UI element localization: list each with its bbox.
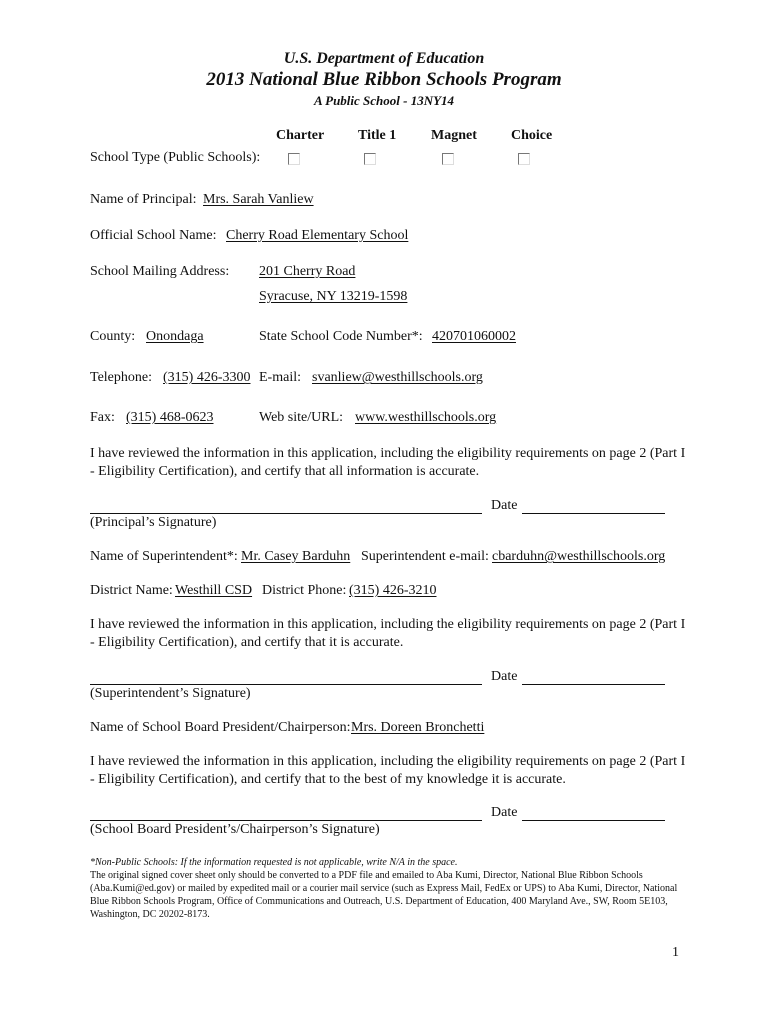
school-type-label: School Type (Public Schools): [90, 150, 261, 165]
superintendent-signature-caption: (Superintendent’s Signature) [90, 686, 251, 701]
certify1-line2: - Eligibility Certification), and certify that all information is accurate. [90, 464, 480, 479]
date-label: Date [491, 805, 518, 820]
school-subtitle: A Public School - 13NY14 [313, 93, 455, 108]
title1-checkbox[interactable] [364, 153, 376, 165]
district-name-value: Westhill CSD [175, 583, 253, 598]
magnet-checkbox[interactable] [442, 153, 454, 165]
board-date-line[interactable] [522, 820, 665, 821]
website-value: www.westhillschools.org [355, 410, 497, 425]
certify1-line1: I have reviewed the information in this application, including the eligibility requirements on page 2 (Part I [90, 446, 686, 461]
principal-signature-caption: (Principal’s Signature) [90, 515, 217, 530]
charter-checkbox[interactable] [288, 153, 300, 165]
board-signature-line[interactable] [90, 820, 482, 821]
superintendent-label: Name of Superintendent*: [90, 549, 238, 564]
date-label: Date [491, 498, 518, 513]
option-label-magnet: Magnet [431, 128, 477, 143]
district-name-label: District Name: [90, 583, 173, 598]
school-name-value: Cherry Road Elementary School [226, 228, 409, 243]
footnote: *Non-Public Schools: If the information requested is not applicable, write N/A in the space. [90, 857, 458, 868]
district-phone-value: (315) 426-3210 [349, 583, 437, 598]
fax-value: (315) 468-0623 [126, 410, 214, 425]
program-title: 2013 National Blue Ribbon Schools Program [206, 69, 562, 90]
fax-label: Fax: [90, 410, 115, 425]
email-value: svanliew@westhillschools.org [312, 370, 483, 385]
county-value: Onondaga [146, 329, 204, 344]
principal-label: Name of Principal: [90, 192, 197, 207]
superintendent-signature-line[interactable] [90, 684, 482, 685]
telephone-label: Telephone: [90, 370, 152, 385]
board-president-label: Name of School Board President/Chairperson: [90, 720, 351, 735]
address-line1: 201 Cherry Road [259, 264, 356, 279]
website-label: Web site/URL: [259, 410, 344, 425]
option-label-charter: Charter [276, 128, 325, 143]
date-label: Date [491, 669, 518, 684]
certify3-line1: I have reviewed the information in this application, including the eligibility requirements on page 2 (Part I [90, 754, 686, 769]
superintendent-value: Mr. Casey Barduhn [241, 549, 351, 564]
school-name-label: Official School Name: [90, 228, 217, 243]
principal-signature-line[interactable] [90, 513, 482, 514]
email-label: E-mail: [259, 370, 301, 385]
principal-value: Mrs. Sarah Vanliew [203, 192, 314, 207]
superintendent-date-line[interactable] [522, 684, 665, 685]
certify2-line2: - Eligibility Certification), and certify that it is accurate. [90, 635, 404, 650]
state-code-value: 420701060002 [432, 329, 516, 344]
telephone-value: (315) 426-3300 [163, 370, 251, 385]
board-signature-caption: (School Board President’s/Chairperson’s Signature) [90, 822, 380, 837]
option-label-choice: Choice [511, 128, 553, 143]
choice-checkbox[interactable] [518, 153, 530, 165]
superintendent-email-label: Superintendent e-mail: [361, 549, 489, 564]
state-code-label: State School Code Number*: [259, 329, 423, 344]
address-label: School Mailing Address: [90, 264, 230, 279]
certify3-line2: - Eligibility Certification), and certify that to the best of my knowledge it is accurate. [90, 772, 566, 787]
district-phone-label: District Phone: [262, 583, 347, 598]
page-number: 1 [672, 945, 679, 960]
department-title: U.S. Department of Education [283, 50, 485, 67]
superintendent-email-value: cbarduhn@westhillschools.org [492, 549, 666, 564]
county-label: County: [90, 329, 136, 344]
principal-date-line[interactable] [522, 513, 665, 514]
option-label-title1: Title 1 [358, 128, 397, 143]
board-president-value: Mrs. Doreen Bronchetti [351, 720, 485, 735]
address-line2: Syracuse, NY 13219-1598 [259, 289, 408, 304]
submission-instructions: The original signed cover sheet only should be converted to a PDF file and emailed to Aba Kumi, Director, National Blue Ribbon Schools (Aba.Kumi@ed.gov) or mailed by expedited mail or a courier mail service (such as Express Mail, FedEx or UPS) to Aba Kumi, Director, National Blue Ribbon Schools Program, Office of Communications and Outreach, U.S. Department of Education, 400 Maryland Ave., SW, Room 5E103, Washington, DC 20202-8173. [90, 870, 678, 920]
certify2-line1: I have reviewed the information in this application, including the eligibility requirements on page 2 (Part I [90, 617, 686, 632]
